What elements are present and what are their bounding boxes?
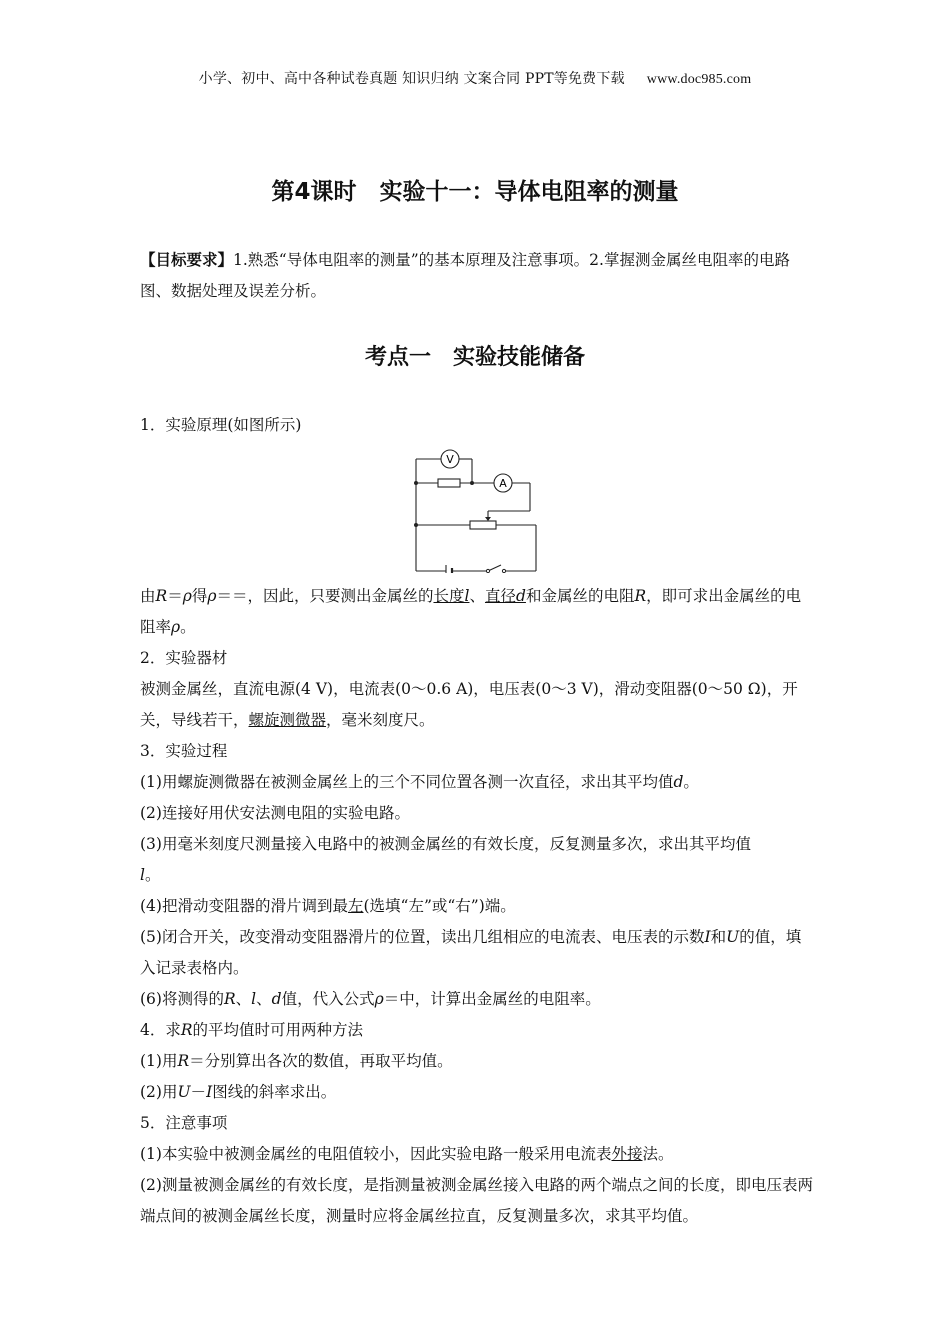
s5-heading: 5．注意事项 [140,1114,228,1132]
goal-text: 1.熟悉“导体电阻率的测量”的基本原理及注意事项。2.掌握测金属丝电阻率的电路图、数据处理及误差分析。 [140,251,790,300]
s3-item-6: (6)将测得的R、l、d值，代入公式ρ＝中，计算出金属丝的电阻率。 [140,990,601,1008]
s3-item-5: (5)闭合开关，改变滑动变阻器滑片的位置，读出几组相应的电流表、电压表的示数I和U的值，填入记录表格内。 [140,928,802,977]
header-url[interactable]: www.doc985.com [646,72,752,87]
s3-item-4: (4)把滑动变阻器的滑片调到最左(选填“左”或“右”)端。 [140,897,516,915]
underline-diameter: 直径d [484,587,526,605]
s3-item-2: (2)连接好用伏安法测电阻的实验电路。 [140,804,410,822]
underline-length: 长度l [433,587,470,605]
s3-item-1: (1)用螺旋测微器在被测金属丝上的三个不同位置各测一次直径，求出其平均值d。 [140,773,699,791]
s1-heading: 1．实验原理(如图所示) [140,416,302,434]
rheostat [470,521,496,529]
s4-method-1: (1)用R＝分别算出各次的数值，再取平均值。 [140,1052,453,1070]
resistor [438,479,460,487]
s4-heading: 4．求R的平均值时可用两种方法 [140,1021,364,1039]
voltmeter-label: V [446,453,454,466]
page-title: 第4课时 实验十一：导体电阻率的测量 [271,179,679,205]
s3-heading: 3．实验过程 [140,742,228,760]
content [140,410,815,1232]
s5-note-2: (2)测量被测金属丝的有效长度，是指测量被测金属丝接入电路的两个端点之间的长度，即电压表两端点间的被测金属丝长度，测量时应将金属丝拉直，反复测量多次，求其平均值。 [140,1176,813,1225]
circuit-diagram [408,449,538,573]
slider-arrow [485,517,491,521]
header-text: 小学、初中、高中各种试卷真题 知识归纳 文案合同 PPT等免费下载 [198,71,625,87]
ammeter-label: A [499,477,507,490]
s5-note-1: (1)本实验中被测金属丝的电阻值较小，因此实验电路一般采用电流表外接法。 [140,1145,674,1163]
goal-tag: 【目标要求】 [140,251,234,269]
section-title: 考点一 实验技能储备 [364,345,585,370]
s1-paragraph: 由R＝ρ得ρ＝＝，因此，只要测出金属丝的长度l、直径d和金属丝的电阻R，即可求出金属丝的电阻率ρ。 [140,587,802,636]
s3-item-3: (3)用毫米刻度尺测量接入电路中的被测金属丝的有效长度，反复测量多次，求出其平均值 l。 [140,835,751,884]
s4-method-2: (2)用U－I图线的斜率求出。 [140,1083,337,1101]
s2-paragraph: 被测金属丝，直流电源(4 V)，电流表(0～0.6 A)，电压表(0～3 V)，滑动变阻器(0～50 Ω)，开关，导线若干，螺旋测微器，毫米刻度尺。 [140,680,798,729]
goal-paragraph [140,245,815,307]
s2-heading: 2．实验器材 [140,649,228,667]
page-header [0,68,950,88]
